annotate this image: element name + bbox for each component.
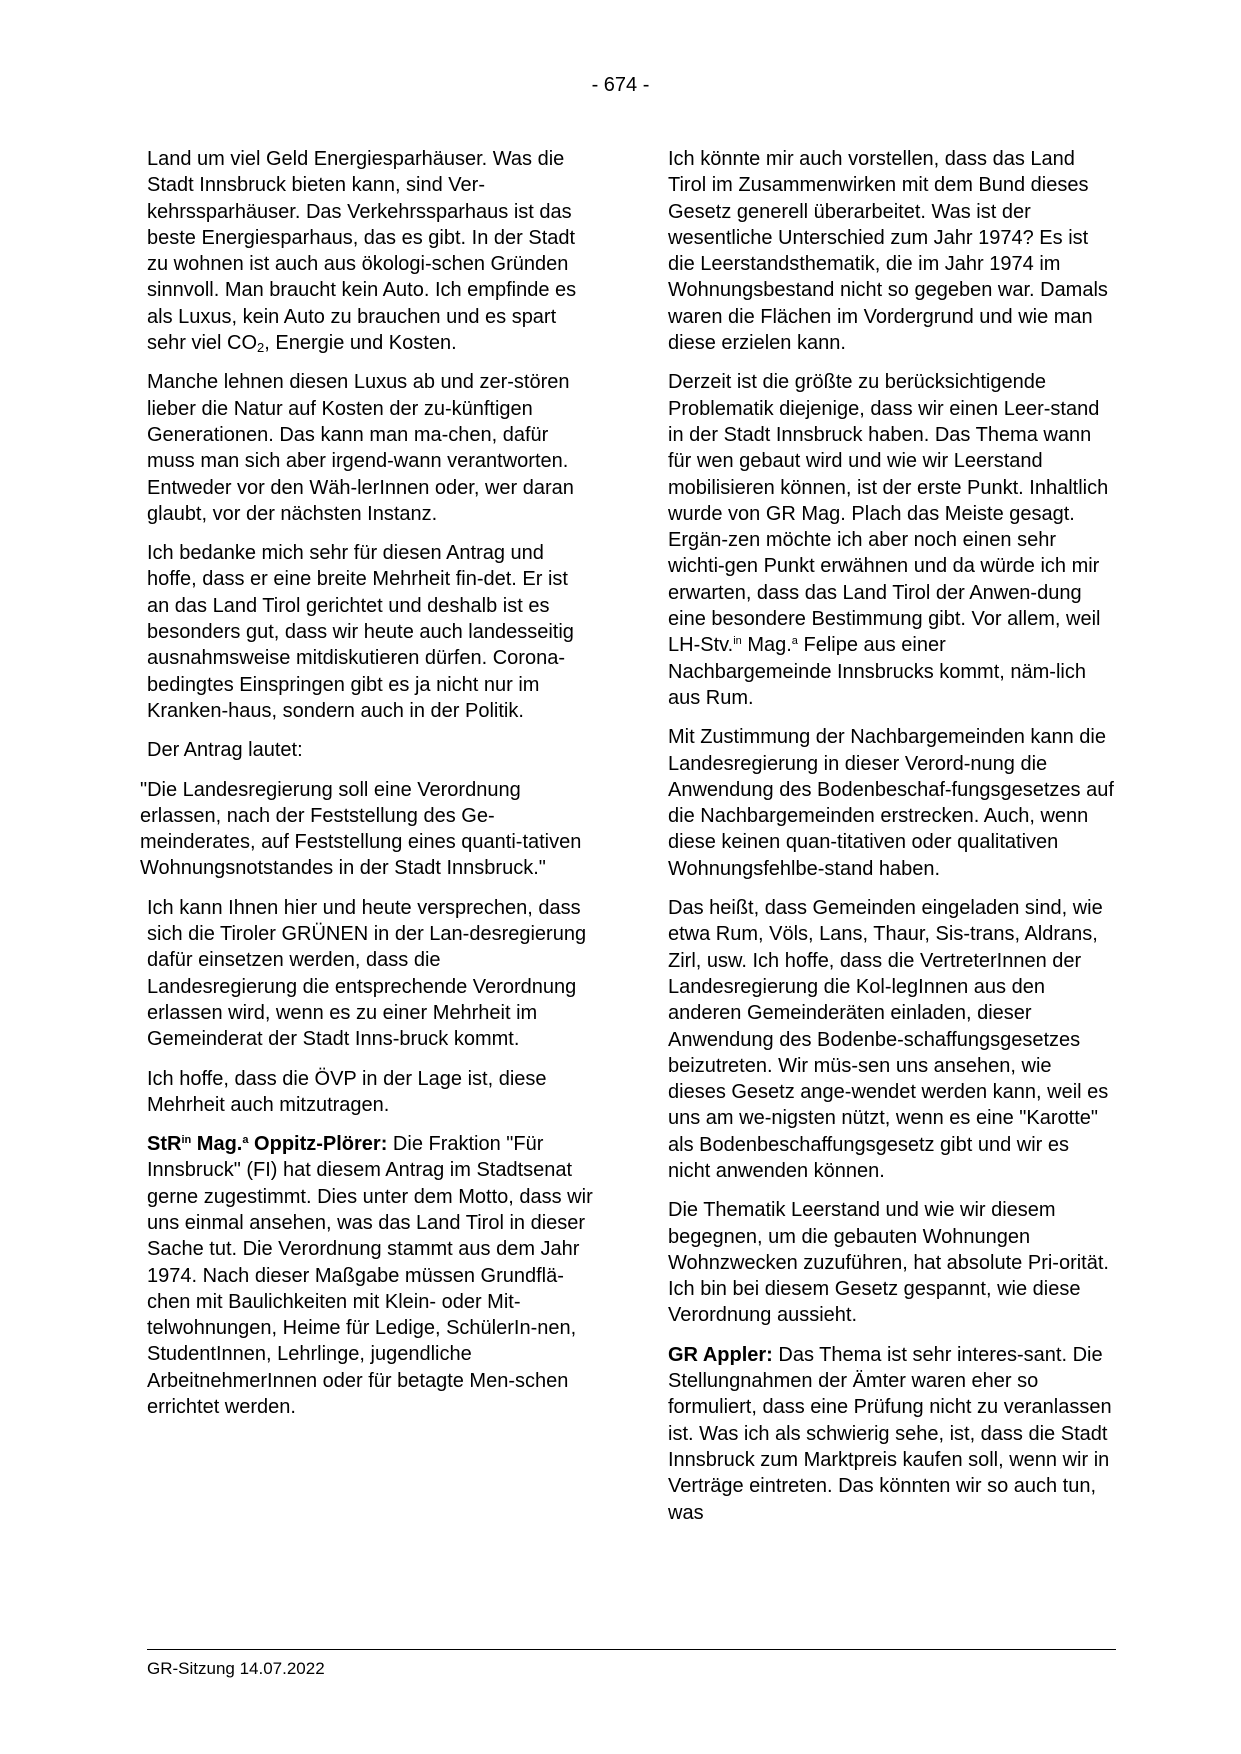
paragraph — [668, 369, 1114, 711]
paragraph-text: Mag. — [741, 634, 792, 657]
page-number: - 674 - — [591, 74, 650, 96]
paragraph: Ich bedanke mich sehr für diesen Antrag und hoffe, dass er eine breite Mehrheit fin-det. Er ist an das Land Tirol gerichtet und deshalb ist es besonders gut, dass wir heute auch landesseitig ausnahmsweise mitdiskutieren dürfen. Corona-bedingtes Einspringen gibt es ja nicht nur im Kranken-haus, sondern auch in der Politik. — [147, 542, 574, 722]
paragraph: Manche lehnen diesen Luxus ab und zer-stören lieber die Natur auf Kosten der zu-künftigen Generationen. Das kann man ma-chen, dafür muss man sich aber irgend-wann verantworten. Entweder vor den Wäh-lerInnen oder, wer daran glaubt, vor der nächsten Instanz. — [147, 371, 574, 525]
footer-divider — [147, 1649, 1116, 1650]
paragraph — [668, 1342, 1114, 1526]
speaker-part: Mag. — [191, 1133, 243, 1156]
right-column — [668, 146, 1114, 1539]
paragraph-text: , Energie und Kosten. — [264, 332, 457, 355]
paragraph-text: Derzeit ist die größte zu berücksichtigende Problematik diejenige, dass wir einen Leer-stand in der Stadt Innsbruck haben. Das Thema wann für wen gebaut wird und wie wir Leerstand mobilisieren können, ist der erste Punkt. Inhaltlich wurde von GR Mag. Plach das Meiste gesagt. Ergän-zen möchte ich aber noch einen sehr wichti-gen Punkt erwähnen und da würde ich mir erwarten, dass das Land Tirol der Anwen-dung eine besondere Bestimmung gibt. Vor allem, weil LH-Stv. — [668, 371, 1109, 657]
superscript: in — [733, 635, 742, 648]
speaker-name — [147, 1133, 387, 1155]
paragraph-text: Felipe aus einer Nachbargemeinde Innsbrucks kommt, näm-lich aus Rum. — [668, 634, 1086, 709]
paragraph-text: Die Fraktion "Für Innsbruck" (FI) hat diesem Antrag im Stadtsenat gerne zugestimmt. Dies unter dem Motto, dass wir uns einmal ansehen, was das Land Tirol in dieser Sache tut. Die Verordnung stammt aus dem Jahr 1974. Nach dieser Maßgabe müssen Grundflä-chen mit Baulichkeiten mit Klein- oder Mit-telwohnungen, Heime für Ledige, SchülerIn-nen, StudentInnen, Lehrlinge, jugendliche ArbeitnehmerInnen oder für betagte Men-schen errichtet werden. — [147, 1133, 593, 1419]
paragraph — [147, 146, 593, 356]
paragraph: Die Thematik Leerstand und wie wir diesem begegnen, um die gebauten Wohnungen Wohnzwecken zuzuführen, hat absolute Pri-orität. Ich bin bei diesem Gesetz gespannt, wie diese Verordnung aussieht. — [668, 1199, 1109, 1327]
left-column — [140, 146, 593, 1433]
paragraph: Ich hoffe, dass die ÖVP in der Lage ist, diese Mehrheit auch mitzutragen. — [147, 1067, 547, 1116]
speaker-part: Oppitz-Plörer: — [248, 1133, 388, 1156]
paragraph: Das heißt, dass Gemeinden eingeladen sind, wie etwa Rum, Völs, Lans, Thaur, Sis-trans, Aldrans, Zirl, usw. Ich hoffe, dass die VertreterInnen der Landesregierung die Kol-legInnen aus den anderen Gemeinderäten einladen, dieser Anwendung des Bodenbe-schaffungsgesetzes beizutreten. Wir müs-sen uns ansehen, wie dieses Gesetz ange-wendet werden kann, weil es uns am we-nigsten nützt, wenn es eine "Karotte" als Bodenbeschaffungsgesetz gibt und wir es nicht anwenden können. — [668, 897, 1109, 1182]
paragraph — [147, 1131, 593, 1420]
superscript: a — [791, 635, 798, 648]
footer-session-date: GR-Sitzung 14.07.2022 — [147, 1659, 325, 1678]
paragraph-text: Land um viel Geld Energiesparhäuser. Was die Stadt Innsbruck bieten kann, sind Ver-kehrssparhäuser. Das Verkehrssparhaus ist das beste Energiesparhaus, das es gibt. In der Stadt zu wohnen ist auch aus ökologi-schen Gründen sinnvoll. Man braucht kein Auto. Ich empfinde es als Luxus, kein Auto zu brauchen und es spart sehr viel CO — [147, 148, 577, 355]
paragraph: Mit Zustimmung der Nachbargemeinden kann die Landesregierung in dieser Verord-nung die Anwendung des Bodenbeschaf-fungsgesetzes auf die Nachbargemeinden erstrecken. Auch, wenn diese keinen quan-titativen oder qualitativen Wohnungsfehlbe-stand haben. — [668, 726, 1114, 880]
paragraph: Der Antrag lautet: — [147, 739, 303, 762]
paragraph-text: Das Thema ist sehr interes-sant. Die Stellungnahmen der Ämter waren eher so formuliert, dass eine Prüfung nicht zu veranlassen ist. Was ich als schwierig sehe, ist, dass die Stadt Innsbruck zum Marktpreis kaufen soll, wenn wir in Verträge eintreten. Das könnten wir so auch tun, was — [668, 1343, 1112, 1524]
motion-quote: "Die Landesregierung soll eine Verordnung erlassen, nach der Feststellung des Ge-meinderates, auf Feststellung eines quanti-tativen Wohnungsnotstandes in der Stadt Innsbruck." — [140, 778, 582, 880]
paragraph: Ich kann Ihnen hier und heute versprechen, dass sich die Tiroler GRÜNEN in der Lan-desregierung dafür einsetzen werden, dass die Landesregierung die entsprechende Verordnung erlassen wird, wenn es zu einer Mehrheit im Gemeinderat der Stadt Inns-bruck kommt. — [147, 896, 587, 1051]
speaker-part: StR — [147, 1133, 182, 1156]
superscript: in — [181, 1134, 192, 1147]
superscript: a — [242, 1134, 249, 1147]
subscript: 2 — [257, 340, 265, 356]
speaker-name: GR Appler: — [668, 1343, 773, 1366]
paragraph: Ich könnte mir auch vorstellen, dass das Land Tirol im Zusammenwirken mit dem Bund dieses Gesetz generell überarbeitet. Was ist der wesentliche Unterschied zum Jahr 1974? Es ist die Leerstandsthematik, die im Jahr 1974 im Wohnungsbestand nicht so gegeben war. Damals waren die Flächen im Vordergrund und wie man diese erzielen kann. — [668, 148, 1108, 355]
